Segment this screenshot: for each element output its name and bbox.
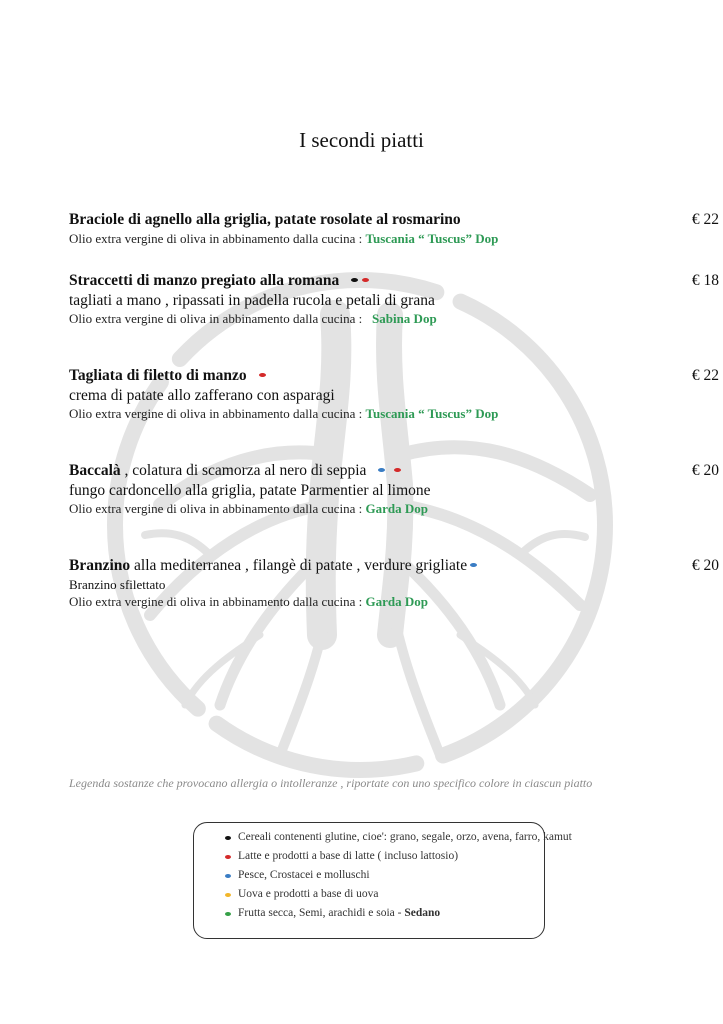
oil-name: Tuscania “ Tuscus” Dop: [365, 406, 499, 421]
legend-sedano: Sedano: [404, 907, 441, 919]
allergen-latte-dot: [259, 373, 266, 377]
legend-item: Uova e prodotti a base di uova: [194, 885, 544, 904]
oil-name: Tuscania “ Tuscus” Dop: [365, 231, 499, 246]
legend-item: Frutta secca, Semi, arachidi e soia - Sedano: [194, 904, 544, 923]
dish-name-rest: alla mediterranea , filangè di patate , verdure grigliate: [130, 557, 468, 574]
dish-name-rest: , colatura di scamorza al nero di seppia: [120, 462, 367, 479]
dish-name: Tagliata di filetto di manzo: [69, 367, 247, 384]
dish-name: Braciole di agnello alla griglia, patate rosolate al rosmarino: [69, 211, 461, 228]
allergen-latte-dot: [394, 468, 401, 472]
dish-name: Straccetti di manzo pregiato alla romana: [69, 272, 340, 289]
oil-pairing: Olio extra vergine di oliva in abbinamento dalla cucina : Garda Dop: [69, 501, 428, 516]
allergen-cereali-dot: [351, 278, 358, 282]
oil-pairing: Olio extra vergine di oliva in abbinamento dalla cucina : Garda Dop: [69, 594, 428, 609]
dish-price: € 20: [691, 557, 719, 574]
oil-pairing: Olio extra vergine di oliva in abbinamento dalla cucina : Tuscania “ Tuscus” Dop: [69, 406, 499, 421]
tree-watermark-logo: [90, 255, 630, 795]
dish-price: € 22: [691, 367, 719, 384]
allergen-frutta-dot: [225, 912, 231, 916]
legend-item: Pesce, Crostacei e molluschi: [194, 866, 544, 885]
dish-price: € 20: [691, 462, 719, 479]
dish-price: € 22: [691, 211, 719, 228]
allergen-pesce-dot: [470, 563, 477, 567]
menu-item: [69, 366, 719, 422]
allergen-latte-dot: [225, 855, 231, 859]
oil-name: Sabina Dop: [372, 311, 437, 326]
allergen-cereali-dot: [225, 836, 231, 840]
allergen-pesce-dot: [225, 874, 231, 878]
allergen-uova-dot: [225, 893, 231, 897]
dish-price: € 18: [691, 272, 719, 289]
menu-item: [69, 461, 719, 517]
dish-description: crema di patate allo zafferano con asparagi: [69, 387, 335, 404]
oil-name: Garda Dop: [365, 594, 428, 609]
menu-item: [69, 210, 719, 247]
dish-description: fungo cardoncello alla griglia, patate Parmentier al limone: [69, 482, 431, 499]
oil-name: Garda Dop: [365, 501, 428, 516]
allergen-legend: [193, 822, 572, 939]
allergen-pesce-dot: [378, 468, 385, 472]
menu-item: [69, 556, 719, 610]
oil-pairing: Olio extra vergine di oliva in abbinamento dalla cucina : Sabina Dop: [69, 311, 437, 326]
dish-description: tagliati a mano , ripassati in padella rucola e petali di grana: [69, 292, 435, 309]
oil-pairing: Olio extra vergine di oliva in abbinamento dalla cucina : Tuscania “ Tuscus” Dop: [69, 231, 499, 246]
legend-caption: Legenda sostanze che provocano allergia o intolleranze , riportate con uno specifico colore in ciascun piatto: [69, 776, 593, 790]
page-title: I secondi piatti: [299, 128, 424, 152]
legend-item: Cereali contenenti glutine, cioe': grano, segale, orzo, avena, farro, kamut: [194, 828, 544, 847]
dish-note: Branzino sfilettato: [69, 577, 166, 592]
menu-item: [69, 271, 719, 327]
allergen-latte-dot: [362, 278, 369, 282]
dish-name: Baccalà: [69, 462, 121, 479]
legend-item: Latte e prodotti a base di latte ( incluso lattosio): [194, 847, 544, 866]
dish-name: Branzino: [69, 557, 131, 574]
